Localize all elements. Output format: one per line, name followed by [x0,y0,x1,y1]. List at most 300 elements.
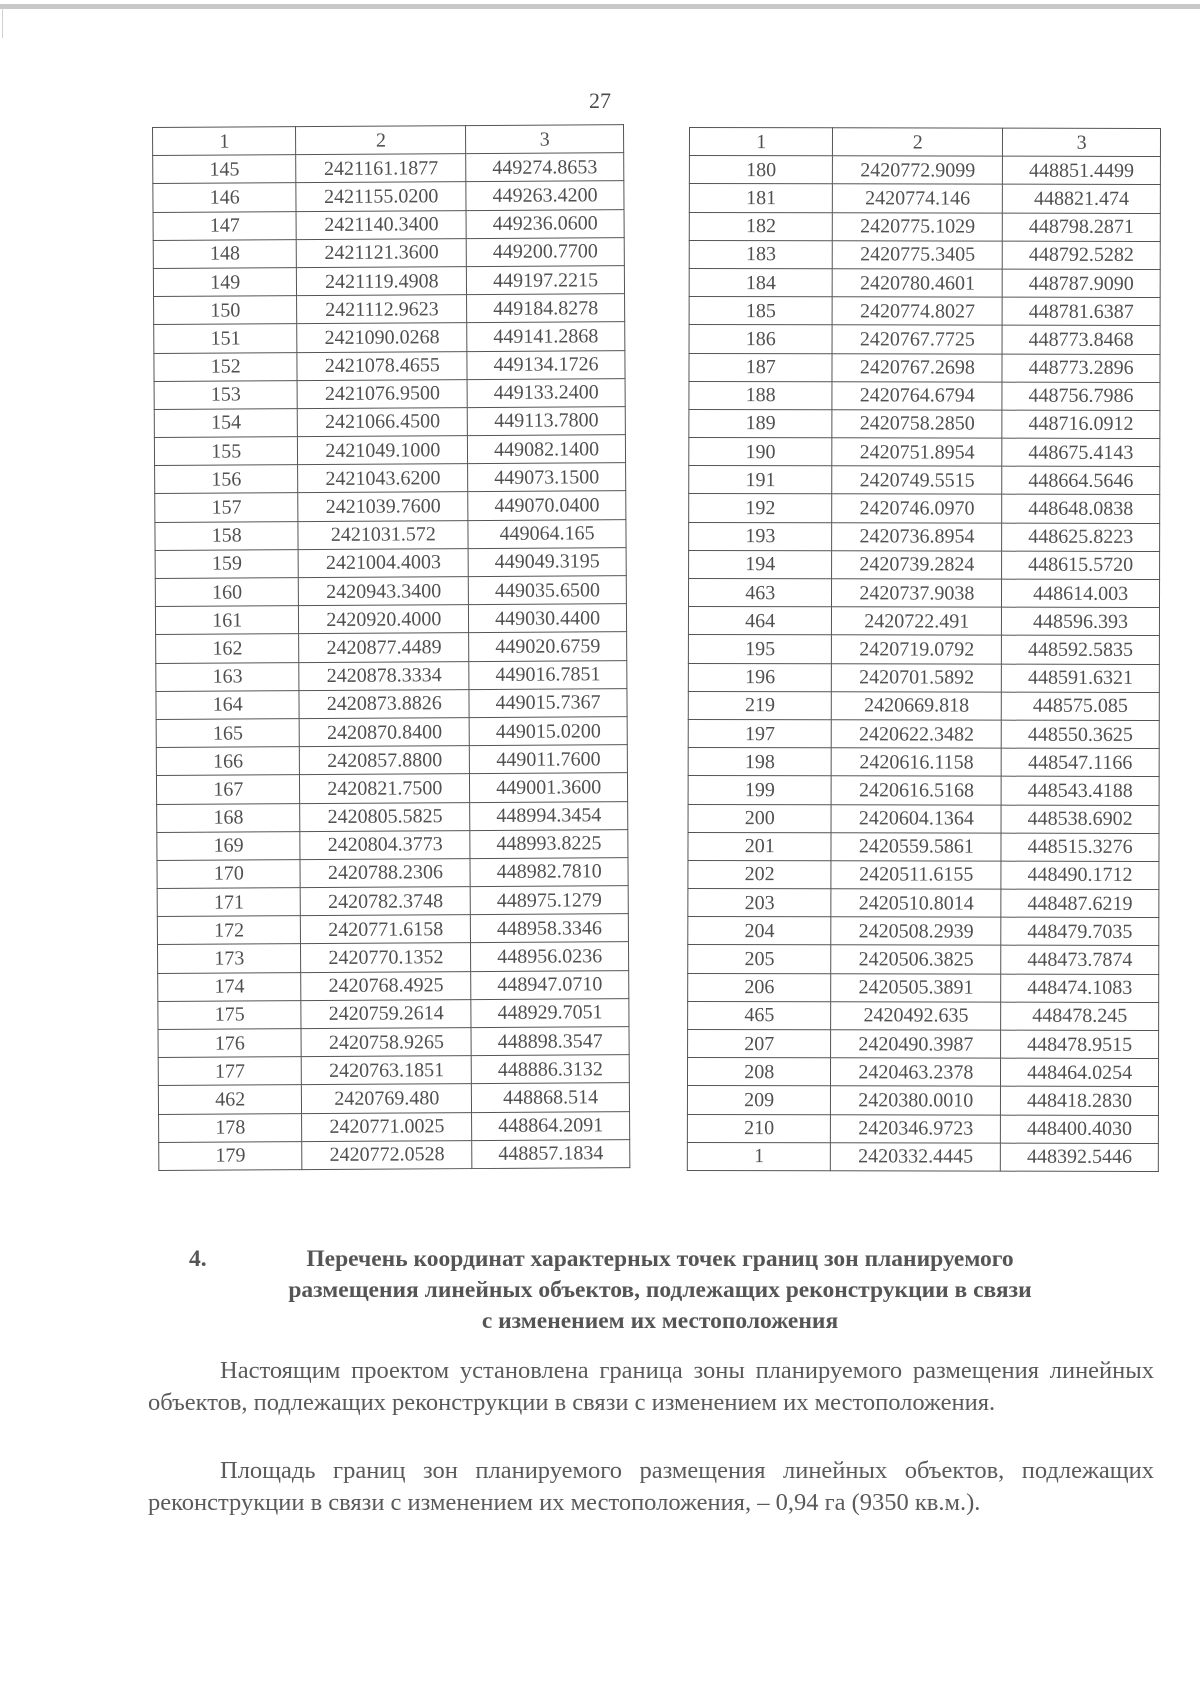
point-number-cell: 172 [157,916,301,945]
y-coordinate-cell: 448596.393 [1002,607,1160,636]
point-number-cell: 174 [158,972,302,1001]
x-coordinate-cell: 2420701.5892 [832,663,1002,692]
table-row [159,1139,630,1170]
table-row [689,268,1160,297]
table-row [688,719,1159,748]
y-coordinate-cell: 448614.003 [1002,579,1160,608]
y-coordinate-cell: 448547.1166 [1001,748,1159,777]
table-row [156,660,627,691]
table-row [689,409,1160,438]
column-header: 3 [466,125,624,154]
point-number-cell: 175 [158,1000,302,1029]
point-number-cell: 155 [154,437,298,466]
y-coordinate-cell: 449015.0200 [469,717,627,746]
table-row [689,184,1160,213]
x-coordinate-cell: 2420772.0528 [302,1140,472,1169]
y-coordinate-cell: 448675.4143 [1002,438,1160,467]
y-coordinate-cell: 448798.2871 [1002,213,1160,242]
table-row [688,691,1159,720]
point-number-cell: 184 [689,268,833,296]
point-number-cell: 199 [688,776,832,804]
table-row [156,688,627,719]
point-number-cell: 147 [153,211,297,240]
table-row [156,717,627,748]
y-coordinate-cell: 448400.4030 [1001,1115,1159,1144]
x-coordinate-cell: 2420510.8014 [831,889,1001,918]
x-coordinate-cell: 2421090.0268 [297,323,467,352]
table-row [158,1055,629,1086]
column-header: 2 [833,128,1003,157]
x-coordinate-cell: 2420771.0025 [302,1112,472,1141]
point-number-cell: 178 [159,1113,303,1142]
table-row [154,406,625,437]
x-coordinate-cell: 2420463.2378 [831,1058,1001,1087]
point-number-cell: 195 [688,635,832,663]
y-coordinate-cell: 449030.4400 [469,604,627,633]
table-row [154,294,625,325]
x-coordinate-cell: 2420805.5825 [300,802,470,831]
point-number-cell: 464 [688,607,832,635]
section-number: 4. [189,1246,207,1272]
x-coordinate-cell: 2421140.3400 [296,210,466,239]
y-coordinate-cell: 448898.3547 [471,1027,629,1056]
x-coordinate-cell: 2420772.9099 [833,156,1003,185]
table-row [154,378,625,409]
y-coordinate-cell: 448773.2896 [1002,354,1160,383]
table-row [689,156,1160,185]
y-coordinate-cell: 449070.0400 [468,491,626,520]
table-row [157,829,628,860]
table-row [157,886,628,917]
section-heading [180,1244,1140,1337]
x-coordinate-cell: 2420490.3987 [831,1030,1001,1059]
y-coordinate-cell: 448478.245 [1001,1002,1159,1031]
y-coordinate-cell: 448982.7810 [470,857,628,886]
y-coordinate-cell: 449035.6500 [468,576,626,605]
x-coordinate-cell: 2420751.8954 [832,438,1002,467]
y-coordinate-cell: 449274.8653 [466,153,624,182]
x-coordinate-cell: 2420804.3773 [300,830,470,859]
x-coordinate-cell: 2420669.818 [832,692,1002,721]
table-row [155,576,626,607]
y-coordinate-cell: 448993.8225 [470,829,628,858]
table-row [157,942,628,973]
y-coordinate-cell: 449016.7851 [469,660,627,689]
x-coordinate-cell: 2420821.7500 [300,774,470,803]
y-coordinate-cell: 448538.6902 [1001,805,1159,834]
point-number-cell: 182 [689,212,833,240]
point-number-cell: 210 [687,1114,831,1142]
column-header: 3 [1003,128,1161,157]
point-number-cell: 181 [689,184,833,212]
table-row [688,889,1159,918]
point-number-cell: 162 [156,634,300,663]
y-coordinate-cell: 449011.7600 [470,745,628,774]
x-coordinate-cell: 2420767.2698 [832,353,1002,382]
x-coordinate-cell: 2420769.480 [302,1084,472,1113]
point-number-cell: 203 [688,889,832,917]
y-coordinate-cell: 449134.1726 [467,350,625,379]
y-coordinate-cell: 448956.0236 [471,942,629,971]
table-row [157,914,628,945]
x-coordinate-cell: 2420737.9038 [832,579,1002,608]
x-coordinate-cell: 2420775.3405 [833,241,1003,270]
x-coordinate-cell: 2421078.4655 [297,351,467,380]
column-header: 1 [689,128,833,156]
table-row [688,917,1159,946]
y-coordinate-cell: 448781.6387 [1002,297,1160,326]
table-row [154,350,625,381]
y-coordinate-cell: 448487.6219 [1001,889,1159,918]
point-number-cell: 208 [687,1058,831,1086]
point-number-cell: 1 [687,1142,831,1170]
column-header: 1 [153,127,297,156]
point-number-cell: 185 [689,297,833,325]
y-coordinate-cell: 448857.1834 [472,1139,630,1168]
x-coordinate-cell: 2421049.1000 [298,436,468,465]
table-row [689,212,1160,241]
point-number-cell: 149 [153,268,297,297]
y-coordinate-cell: 449184.8278 [467,294,625,323]
y-coordinate-cell: 448392.5446 [1001,1143,1159,1172]
table-row [688,832,1159,861]
table-row [157,857,628,888]
y-coordinate-cell: 448994.3454 [470,801,628,830]
table-row [689,353,1160,382]
x-coordinate-cell: 2421119.4908 [297,267,467,296]
y-coordinate-cell: 448474.1083 [1001,974,1159,1003]
x-coordinate-cell: 2420920.4000 [299,605,469,634]
point-number-cell: 165 [156,719,300,748]
x-coordinate-cell: 2421121.3600 [297,238,467,267]
point-number-cell: 160 [155,578,299,607]
table-row [158,1083,629,1114]
point-number-cell: 206 [688,973,832,1001]
point-number-cell: 179 [159,1141,303,1170]
x-coordinate-cell: 2421031.572 [298,520,468,549]
x-coordinate-cell: 2420774.8027 [833,297,1003,326]
point-number-cell: 462 [158,1085,302,1114]
y-coordinate-cell: 448490.1712 [1001,861,1159,890]
y-coordinate-cell: 448664.5646 [1002,466,1160,495]
section-title-line: Перечень координат характерных точек границ зон планируемого [306,1246,1014,1272]
point-number-cell: 156 [155,465,299,494]
table-row [687,1142,1158,1171]
y-coordinate-cell: 448864.2091 [472,1111,630,1140]
scan-left-edge [2,8,3,38]
point-number-cell: 204 [688,917,832,945]
point-number-cell: 200 [688,804,832,832]
point-number-cell: 202 [688,860,832,888]
x-coordinate-cell: 2420788.2306 [300,858,470,887]
point-number-cell: 463 [688,579,832,607]
y-coordinate-cell: 448550.3625 [1001,720,1159,749]
table-row [688,945,1159,974]
x-coordinate-cell: 2420873.8826 [299,689,469,718]
y-coordinate-cell: 448886.3132 [471,1055,629,1084]
y-coordinate-cell: 449020.6759 [469,632,627,661]
x-coordinate-cell: 2420764.6794 [832,381,1002,410]
table-row [157,801,628,832]
x-coordinate-cell: 2420506.3825 [831,945,1001,974]
point-number-cell: 201 [688,832,832,860]
y-coordinate-cell: 448716.0912 [1002,410,1160,439]
table-row [688,635,1159,664]
y-coordinate-cell: 448787.9090 [1002,269,1160,298]
table-row [689,325,1160,354]
y-coordinate-cell: 448464.0254 [1001,1058,1159,1087]
point-number-cell: 190 [689,438,833,466]
y-coordinate-cell: 449141.2868 [467,322,625,351]
x-coordinate-cell: 2420559.5861 [831,832,1001,861]
y-coordinate-cell: 449236.0600 [466,209,624,238]
y-coordinate-cell: 449073.1500 [468,463,626,492]
y-coordinate-cell: 448851.4499 [1003,156,1161,185]
x-coordinate-cell: 2420746.0970 [832,494,1002,523]
x-coordinate-cell: 2420736.8954 [832,522,1002,551]
body-paragraph: Настоящим проектом установлена граница зоны планируемого размещения линейных объектов, подлежащих реконструкции в связи с изменением их местоположения. [148,1357,1154,1416]
y-coordinate-cell: 449113.7800 [467,406,625,435]
table-row [689,438,1160,467]
point-number-cell: 189 [689,409,833,437]
x-coordinate-cell: 2420346.9723 [831,1114,1001,1143]
x-coordinate-cell: 2420739.2824 [832,551,1002,580]
point-number-cell: 161 [155,606,299,635]
table-row [689,240,1160,269]
table-row [153,237,624,268]
x-coordinate-cell: 2420774.146 [833,184,1003,213]
body-paragraph: Площадь границ зон планируемого размещения линейных объектов, подлежащих реконструкции в связи с изменением их местоположения, – 0,94 га (9350 кв.м.). [148,1457,1154,1516]
point-number-cell: 167 [156,775,300,804]
table-row [153,153,624,184]
table-row [156,632,627,663]
x-coordinate-cell: 2420508.2939 [831,917,1001,946]
y-coordinate-cell: 448756.7986 [1002,382,1160,411]
x-coordinate-cell: 2420759.2614 [301,999,471,1028]
x-coordinate-cell: 2421112.9623 [297,295,467,324]
y-coordinate-cell: 448648.0838 [1002,495,1160,524]
point-number-cell: 205 [688,945,832,973]
point-number-cell: 209 [687,1086,831,1114]
point-number-cell: 148 [153,239,297,268]
point-number-cell: 191 [689,466,833,494]
table-row [689,550,1160,579]
table-row [158,1027,629,1058]
point-number-cell: 465 [688,1001,832,1029]
point-number-cell: 163 [156,662,300,691]
x-coordinate-cell: 2420767.7725 [832,325,1002,354]
table-row [688,860,1159,889]
x-coordinate-cell: 2420492.635 [831,1002,1001,1031]
point-number-cell: 196 [688,663,832,691]
table-row [153,266,624,297]
y-coordinate-cell: 449133.2400 [467,378,625,407]
point-number-cell: 168 [157,803,301,832]
x-coordinate-cell: 2421004.4003 [299,548,469,577]
x-coordinate-cell: 2420604.1364 [831,804,1001,833]
x-coordinate-cell: 2421043.6200 [298,464,468,493]
y-coordinate-cell: 448473.7874 [1001,946,1159,975]
y-coordinate-cell: 449263.4200 [466,181,624,210]
y-coordinate-cell: 448515.3276 [1001,833,1159,862]
table-row [688,663,1159,692]
point-number-cell: 145 [153,155,297,184]
table-row [689,297,1160,326]
point-number-cell: 171 [157,888,301,917]
table-row [688,1029,1159,1058]
point-number-cell: 207 [688,1029,832,1057]
coordinates-table-left [152,124,630,1171]
point-number-cell: 198 [688,748,832,776]
table-row [689,466,1160,495]
y-coordinate-cell: 448773.8468 [1002,325,1160,354]
y-coordinate-cell: 448575.085 [1001,692,1159,721]
table-row [688,607,1159,636]
y-coordinate-cell: 448592.5835 [1002,636,1160,665]
x-coordinate-cell: 2420877.4489 [299,633,469,662]
point-number-cell: 176 [158,1029,302,1058]
x-coordinate-cell: 2420775.1029 [833,212,1003,241]
y-coordinate-cell: 448975.1279 [470,886,628,915]
table-row [154,435,625,466]
y-coordinate-cell: 449015.7367 [469,688,627,717]
x-coordinate-cell: 2420616.1158 [832,748,1002,777]
point-number-cell: 146 [153,183,297,212]
point-number-cell: 194 [689,550,833,578]
y-coordinate-cell: 449064.165 [468,519,626,548]
point-number-cell: 166 [156,747,300,776]
y-coordinate-cell: 448958.3346 [471,914,629,943]
point-number-cell: 164 [156,690,300,719]
table-row [154,322,625,353]
y-coordinate-cell: 448821.474 [1003,185,1161,214]
table-row [689,522,1160,551]
coordinates-table-right [687,127,1161,1172]
table-row [688,748,1159,777]
x-coordinate-cell: 2420758.9265 [301,1028,471,1057]
point-number-cell: 177 [158,1057,302,1086]
x-coordinate-cell: 2421039.7600 [298,492,468,521]
x-coordinate-cell: 2420380.0010 [831,1086,1001,1115]
y-coordinate-cell: 448478.9515 [1001,1030,1159,1059]
x-coordinate-cell: 2420749.5515 [832,466,1002,495]
column-header: 2 [296,126,466,155]
y-coordinate-cell: 449001.3600 [470,773,628,802]
x-coordinate-cell: 2421161.1877 [296,154,466,183]
point-number-cell: 187 [689,353,833,381]
point-number-cell: 180 [689,156,833,184]
x-coordinate-cell: 2420622.3482 [832,720,1002,749]
point-number-cell: 193 [689,522,833,550]
table-row [155,604,626,635]
y-coordinate-cell: 448792.5282 [1002,241,1160,270]
x-coordinate-cell: 2420763.1851 [302,1056,472,1085]
table-row [155,547,626,578]
table-row [158,998,629,1029]
x-coordinate-cell: 2421076.9500 [298,379,468,408]
x-coordinate-cell: 2420768.4925 [301,971,471,1000]
point-number-cell: 159 [155,549,299,578]
y-coordinate-cell: 448947.0710 [471,970,629,999]
point-number-cell: 150 [154,296,298,325]
y-coordinate-cell: 448929.7051 [471,998,629,1027]
table-header-row [153,125,624,156]
point-number-cell: 183 [689,240,833,268]
table-row [156,745,627,776]
table-row [159,1111,630,1142]
scan-top-border [0,4,1200,9]
y-coordinate-cell: 449082.1400 [468,435,626,464]
x-coordinate-cell: 2420943.3400 [299,577,469,606]
table-row [153,181,624,212]
table-row [155,491,626,522]
page-number: 27 [589,88,611,113]
x-coordinate-cell: 2420878.3334 [299,661,469,690]
x-coordinate-cell: 2420722.491 [832,607,1002,636]
table-row [688,1001,1159,1030]
y-coordinate-cell: 448543.4188 [1001,776,1159,805]
table-row [689,494,1160,523]
y-coordinate-cell: 448868.514 [472,1083,630,1112]
y-coordinate-cell: 449200.7700 [466,237,624,266]
table-row [158,970,629,1001]
x-coordinate-cell: 2420758.2850 [832,410,1002,439]
table-row [687,1114,1158,1143]
point-number-cell: 153 [154,380,298,409]
table-row [688,776,1159,805]
y-coordinate-cell: 448591.6321 [1002,664,1160,693]
point-number-cell: 192 [689,494,833,522]
point-number-cell: 219 [688,691,832,719]
x-coordinate-cell: 2421066.4500 [298,407,468,436]
x-coordinate-cell: 2420870.8400 [300,718,470,747]
x-coordinate-cell: 2420719.0792 [832,635,1002,664]
point-number-cell: 170 [157,859,301,888]
table-row [688,579,1159,608]
y-coordinate-cell: 448625.8223 [1002,523,1160,552]
point-number-cell: 158 [155,521,299,550]
point-number-cell: 188 [689,381,833,409]
table-row [155,463,626,494]
point-number-cell: 173 [157,944,301,973]
table-row [688,804,1159,833]
x-coordinate-cell: 2420770.1352 [301,943,471,972]
table-row [687,1058,1158,1087]
y-coordinate-cell: 449049.3195 [468,547,626,576]
point-number-cell: 152 [154,352,298,381]
y-coordinate-cell: 448615.5720 [1002,551,1160,580]
y-coordinate-cell: 448479.7035 [1001,917,1159,946]
point-number-cell: 154 [154,408,298,437]
point-number-cell: 151 [154,324,298,353]
x-coordinate-cell: 2420780.4601 [833,269,1003,298]
table-row [153,209,624,240]
table-row [688,973,1159,1002]
x-coordinate-cell: 2420511.6155 [831,861,1001,890]
x-coordinate-cell: 2420857.8800 [300,746,470,775]
x-coordinate-cell: 2420332.4445 [831,1143,1001,1172]
section-title-line: с изменением их местоположения [481,1308,839,1334]
x-coordinate-cell: 2421155.0200 [296,182,466,211]
x-coordinate-cell: 2420771.6158 [301,915,471,944]
table-row [687,1086,1158,1115]
point-number-cell: 157 [155,493,299,522]
point-number-cell: 197 [688,719,832,747]
point-number-cell: 186 [689,325,833,353]
x-coordinate-cell: 2420616.5168 [832,776,1002,805]
table-row [155,519,626,550]
y-coordinate-cell: 448418.2830 [1001,1087,1159,1116]
